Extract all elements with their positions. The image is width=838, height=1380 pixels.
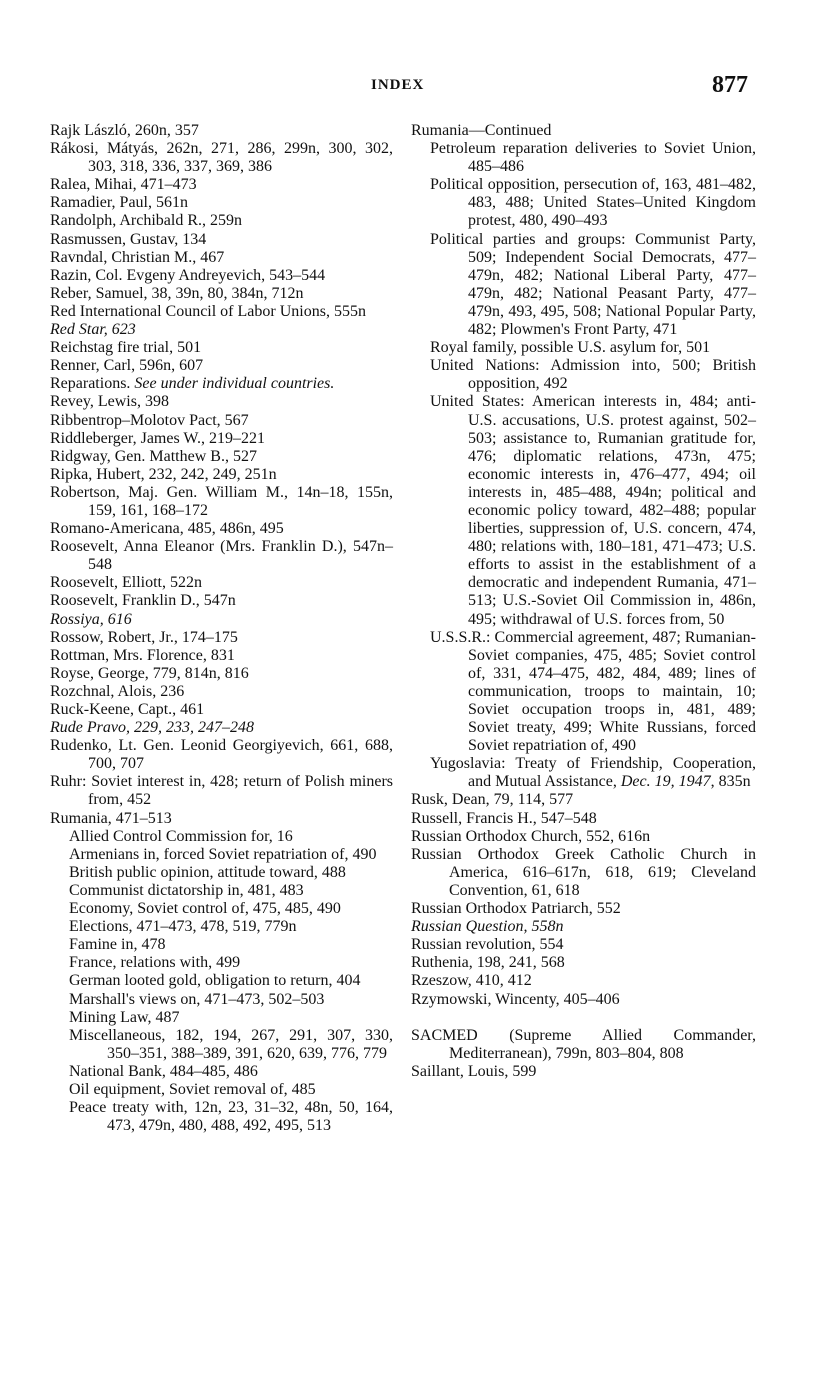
entry-text: Marshall's views on, 471–473, 502–503 [69,990,325,1008]
index-subentry [50,1081,393,1099]
index-entry [411,918,756,936]
index-entry [50,629,393,647]
entry-text: Royse, George, 779, 814n, 816 [50,664,249,682]
entry-text: Royal family, possible U.S. asylum for, 501 [430,339,711,357]
index-entry [411,791,756,809]
index-entry [411,828,756,846]
entry-text: Rajk László, 260n, 357 [50,122,199,139]
index-entry [411,936,756,954]
entry-text: Yugoslavia: Treaty of Friendship, Cooperation, and Mutual Assistance, [430,755,756,791]
entry-text: Ribbentrop–Molotov Pact, 567 [50,411,249,429]
entry-crossref: , 835n [710,773,751,791]
entry-text: Peace treaty with, 12n, 23, 31–32, 48n, 50, 164, 473, 479n, 480, 488, 492, 495, 513 [69,1099,393,1135]
entry-text: SACMED (Supreme Allied Commander, Mediterranean), 799n, 803–804, 808 [411,1026,756,1062]
index-entry [50,122,393,140]
entry-text: Rzymowski, Wincenty, 405–406 [411,990,620,1008]
index-entry [50,140,393,176]
entry-text: Armenians in, forced Soviet repatriation of, 490 [69,845,377,863]
entry-text: Razin, Col. Evgeny Andreyevich, 543–544 [50,266,326,284]
entry-gap [411,1009,756,1027]
index-subentry [50,828,393,846]
entry-text: Ripka, Hubert, 232, 242, 249, 251n [50,465,277,483]
entry-text: United States: American interests in, 484; anti-U.S. accusations, U.S. protest against, 502–503; assistance to, Rumanian gratitude for, 476; diplomatic relations, 473n, 475; economic interests in, 476–477, 494; oil interests in, 485–488, 494n; political and economic policy toward, 482–488; popular liberties, suppression of, U.S. concern, 474, 480; relations with, 180–181, 471–473; U.S. efforts to assist in the establishment of a democratic and independent Rumania, 471–513; U.S.-Soviet Oil Commission in, 486n, 495; withdrawal of U.S. forces from, 50 [430,393,756,628]
index-entry [50,538,393,574]
entry-text: Ramadier, Paul, 561n [50,194,188,212]
entry-text: Roosevelt, Franklin D., 547n [50,592,236,610]
index-subentry [50,918,393,936]
index-entry [50,285,393,303]
entry-text: Mining Law, 487 [69,1008,180,1026]
entry-text: Miscellaneous, 182, 194, 267, 291, 307, 330, 350–351, 388–389, 391, 620, 639, 776, 779 [69,1026,393,1062]
index-entry [50,249,393,267]
index-entry [50,375,393,393]
index-entry [50,719,393,737]
entry-text: Economy, Soviet control of, 475, 485, 490 [69,900,341,918]
entry-text: Political opposition, persecution of, 163, 481–482, 483, 488; United States–United Kingdom protest, 480, 490–493 [430,176,756,230]
index-entry [50,520,393,538]
index-subentry [411,357,756,393]
index-entry [411,1027,756,1063]
entry-text: Political parties and groups: Communist Party, 509; Independent Social Democrats, 477–479n, 482; National Liberal Party, 477–479n, 482; National Peasant Party, 477–479n, 493, 495, 508; National Popular Party, 482; Plowmen's Front Party, 471 [430,230,756,339]
entry-text: Rumania—Continued [411,122,552,139]
index-entry [50,412,393,430]
entry-text: Russian Orthodox Church, 552, 616n [411,827,651,845]
index-entry [50,683,393,701]
entry-text: British public opinion, attitude toward, 488 [69,863,346,881]
entry-text: Russian revolution, 554 [411,936,564,954]
entry-text: Rzeszow, 410, 412 [411,972,532,990]
index-subentry [50,1099,393,1135]
entry-text: Randolph, Archibald R., 259n [50,212,242,230]
index-entry [411,810,756,828]
index-subentry [411,755,756,791]
index-subentry [411,231,756,340]
index-subentry [50,864,393,882]
index-entry [50,484,393,520]
index-subentry [411,629,756,756]
entry-text: Roosevelt, Anna Eleanor (Mrs. Franklin D.), 547n–548 [50,538,393,574]
index-column-left [50,122,393,1135]
entry-text: Russian Question, 558n [411,918,564,936]
index-entry [50,773,393,809]
index-entry [411,122,756,140]
index-subentry [50,900,393,918]
entry-text: Ralea, Mihai, 471–473 [50,176,197,194]
index-subentry [411,140,756,176]
index-entry [50,267,393,285]
entry-text: German looted gold, obligation to return, 404 [69,972,361,990]
index-entry [50,339,393,357]
index-subentry [50,1009,393,1027]
running-title: INDEX [371,77,425,93]
index-entry [50,231,393,249]
index-entry [50,611,393,629]
index-entry [50,212,393,230]
page-number: 877 [712,72,748,98]
index-entry [50,303,393,321]
entry-text: Elections, 471–473, 478, 519, 779n [69,918,297,936]
entry-text: Russell, Francis H., 547–548 [411,809,597,827]
index-entry [50,665,393,683]
index-subentry [50,1063,393,1081]
index-entry [50,647,393,665]
index-entry [50,737,393,773]
index-entry [50,592,393,610]
entry-text: Red Star, 623 [50,321,136,339]
entry-text: Petroleum reparation deliveries to Soviet Union, 485–486 [430,140,756,176]
index-entry [50,466,393,484]
index-subentry [50,936,393,954]
entry-text: U.S.S.R.: Commercial agreement, 487; Rumanian-Soviet companies, 475, 485; Soviet control of, 331, 474–475, 482, 484, 489; lines of communication, troops to maintain, 10; Soviet occupation troops in, 481, 489; Soviet treaty, 499; White Russians, forced Soviet repatriation of, 490 [430,628,756,755]
entry-text: Rudenko, Lt. Gen. Leonid Georgiyevich, 661, 688, 700, 707 [50,737,393,773]
entry-text: United Nations: Admission into, 500; British opposition, 492 [430,357,756,393]
entry-date: Dec. 19, 1947 [620,773,711,791]
index-entry [411,991,756,1009]
index-subentry [50,972,393,990]
index-column-right [411,122,756,1081]
entry-text: Allied Control Commission for, 16 [69,827,293,845]
entry-crossref: See under individual countries. [134,375,335,393]
page-header [0,74,838,104]
entry-text: Reber, Samuel, 38, 39n, 80, 384n, 712n [50,284,304,302]
entry-text: National Bank, 484–485, 486 [69,1062,258,1080]
entry-text: Rákosi, Mátyás, 262n, 271, 286, 299n, 300, 302, 303, 318, 336, 337, 369, 386 [50,140,393,176]
index-entry [411,972,756,990]
entry-text: Revey, Lewis, 398 [50,393,169,411]
index-subentry [50,954,393,972]
index-subentry [50,1027,393,1063]
index-subentry [50,846,393,864]
index-subentry [411,176,756,230]
entry-text: Saillant, Louis, 599 [411,1062,537,1080]
index-entry [50,701,393,719]
entry-text: Renner, Carl, 596n, 607 [50,357,204,375]
index-entry [411,900,756,918]
entry-text: Riddleberger, James W., 219–221 [50,429,266,447]
index-entry [411,954,756,972]
entry-text: Romano-Americana, 485, 486n, 495 [50,520,284,538]
entry-text: Rasmussen, Gustav, 134 [50,230,207,248]
entry-text: Ridgway, Gen. Matthew B., 527 [50,447,257,465]
index-entry [50,810,393,828]
entry-text: Ruhr: Soviet interest in, 428; return of Polish miners from, 452 [50,773,393,809]
entry-text: France, relations with, 499 [69,954,241,972]
entry-text: Rusk, Dean, 79, 114, 577 [411,791,574,809]
entry-text: Ravndal, Christian M., 467 [50,248,225,266]
entry-text: Roosevelt, Elliott, 522n [50,574,202,592]
entry-text: Russian Orthodox Greek Catholic Church in America, 616–617n, 618, 619; Cleveland Convention, 61, 618 [411,845,756,899]
entry-text: Famine in, 478 [69,936,166,954]
entry-text: Robertson, Maj. Gen. William M., 14n–18, 155n, 159, 161, 168–172 [50,483,393,519]
index-entry [50,574,393,592]
entry-text: Oil equipment, Soviet removal of, 485 [69,1080,316,1098]
entry-text: Rossow, Robert, Jr., 174–175 [50,628,238,646]
entry-text: Rottman, Mrs. Florence, 831 [50,646,235,664]
index-entry [50,393,393,411]
index-subentry [411,339,756,357]
index-entry [50,176,393,194]
entry-text: Rumania, 471–513 [50,809,172,827]
index-entry [50,321,393,339]
entry-text: Russian Orthodox Patriarch, 552 [411,900,621,918]
index-entry [50,430,393,448]
index-subentry [50,991,393,1009]
entry-text: Reparations. [50,375,131,393]
index-entry [50,194,393,212]
entry-text: Red International Council of Labor Unions, 555n [50,302,366,320]
index-subentry [411,393,756,628]
index-entry [50,357,393,375]
index-entry [411,846,756,900]
entry-text: Rozchnal, Alois, 236 [50,682,185,700]
entry-text: Communist dictatorship in, 481, 483 [69,881,304,899]
entry-text: Ruthenia, 198, 241, 568 [411,954,565,972]
entry-text: Rossiya, 616 [50,610,132,628]
entry-text: Ruck-Keene, Capt., 461 [50,701,205,718]
index-entry [50,448,393,466]
entry-text: Rude Pravo, 229, 233, 247–248 [50,719,254,737]
index-entry [411,1063,756,1081]
entry-text: Reichstag fire trial, 501 [50,339,202,357]
index-subentry [50,882,393,900]
